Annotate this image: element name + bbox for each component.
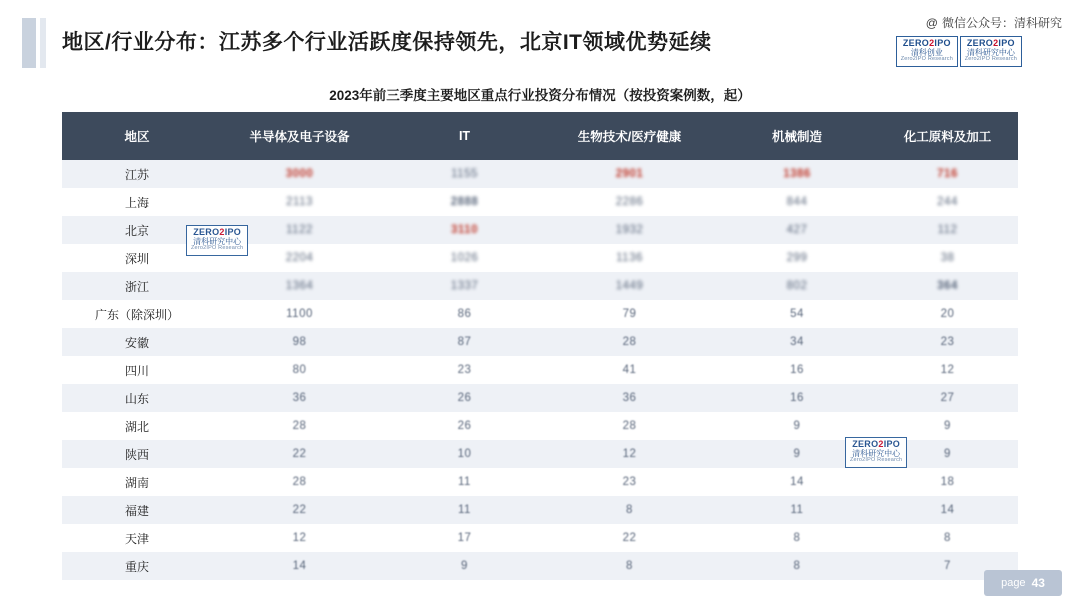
cell-semiconductor: 1100 xyxy=(212,300,387,328)
logo-line3-en: Zero2IPO Research xyxy=(850,457,903,463)
cell-machinery: 9 xyxy=(717,440,877,468)
cell-machinery: 16 xyxy=(717,384,877,412)
table-row xyxy=(62,552,1018,580)
cell-it: 11 xyxy=(387,496,542,524)
page-number-badge xyxy=(984,570,1062,596)
cell-chemicals: 38 xyxy=(877,244,1018,272)
cell-chemicals: 12 xyxy=(877,356,1018,384)
cell-chemicals: 716 xyxy=(877,160,1018,188)
cell-semiconductor: 36 xyxy=(212,384,387,412)
cell-biotech: 2286 xyxy=(542,188,717,216)
table-row xyxy=(62,160,1018,188)
cell-region: 广东（除深圳） xyxy=(62,300,212,328)
cell-region: 天津 xyxy=(62,524,212,552)
cell-biotech: 12 xyxy=(542,440,717,468)
table-row xyxy=(62,496,1018,524)
logo-zero2ipo-research xyxy=(960,36,1022,67)
cell-machinery: 8 xyxy=(717,524,877,552)
cell-it: 1155 xyxy=(387,160,542,188)
logo-line1-dot: 2 xyxy=(878,439,884,449)
logo-line2-cn: 清科创业 xyxy=(910,48,943,57)
logo-line3-en: Zero2IPO Research xyxy=(964,56,1017,62)
cell-semiconductor: 2204 xyxy=(212,244,387,272)
logo-line2-cn: 清科研究中心 xyxy=(852,449,901,458)
page-number: 43 xyxy=(1031,576,1045,590)
logo-line1-dot: 2 xyxy=(993,38,999,48)
chart-title: 2023年前三季度主要地区重点行业投资分布情况（按投资案例数，起） xyxy=(329,88,751,103)
cell-region: 四川 xyxy=(62,356,212,384)
cell-it: 86 xyxy=(387,300,542,328)
wechat-credit-text: 微信公众号：清科研究 xyxy=(941,16,1062,30)
title-accent-bar xyxy=(22,18,36,68)
distribution-table xyxy=(62,112,1018,580)
logo-line2-cn: 清科研究中心 xyxy=(966,48,1015,57)
table-header-row xyxy=(62,112,1018,160)
cell-biotech: 8 xyxy=(542,496,717,524)
cell-chemicals: 23 xyxy=(877,328,1018,356)
cell-biotech: 79 xyxy=(542,300,717,328)
cell-it: 2888 xyxy=(387,188,542,216)
page-title: 地区/行业分布：江苏多个行业活跃度保持领先，北京IT领域优势延续 xyxy=(62,31,712,54)
cell-machinery: 299 xyxy=(717,244,877,272)
column-header-it: IT xyxy=(387,112,542,160)
logo-line1-pre: ZERO xyxy=(966,38,994,48)
cell-it: 9 xyxy=(387,552,542,580)
cell-biotech: 1449 xyxy=(542,272,717,300)
logo-line1-dot: 2 xyxy=(219,227,225,237)
cell-it: 10 xyxy=(387,440,542,468)
cell-it: 26 xyxy=(387,384,542,412)
cell-it: 3110 xyxy=(387,216,542,244)
cell-biotech: 28 xyxy=(542,328,717,356)
at-icon: @ xyxy=(925,15,938,30)
cell-biotech: 8 xyxy=(542,552,717,580)
cell-it: 23 xyxy=(387,356,542,384)
cell-semiconductor: 2113 xyxy=(212,188,387,216)
table-row xyxy=(62,300,1018,328)
logo-line2-cn: 清科研究中心 xyxy=(193,237,242,246)
cell-region: 北京 xyxy=(62,216,212,244)
logo-zero2ipo-venture xyxy=(896,36,958,67)
cell-region: 深圳 xyxy=(62,244,212,272)
logo-line1-pre: ZERO xyxy=(852,439,879,449)
table-header xyxy=(62,112,1018,160)
cell-machinery: 844 xyxy=(717,188,877,216)
cell-region: 福建 xyxy=(62,496,212,524)
cell-machinery: 1386 xyxy=(717,160,877,188)
table-body xyxy=(62,160,1018,580)
watermark-logo-right xyxy=(845,437,907,468)
cell-chemicals: 20 xyxy=(877,300,1018,328)
cell-chemicals: 244 xyxy=(877,188,1018,216)
cell-biotech: 1136 xyxy=(542,244,717,272)
cell-region: 上海 xyxy=(62,188,212,216)
cell-semiconductor: 22 xyxy=(212,440,387,468)
cell-machinery: 16 xyxy=(717,356,877,384)
cell-machinery: 54 xyxy=(717,300,877,328)
cell-region: 安徽 xyxy=(62,328,212,356)
table-row xyxy=(62,412,1018,440)
cell-chemicals: 9 xyxy=(877,412,1018,440)
logo-line1-pre: ZERO xyxy=(193,227,220,237)
cell-chemicals: 8 xyxy=(877,524,1018,552)
cell-machinery: 34 xyxy=(717,328,877,356)
cell-it: 17 xyxy=(387,524,542,552)
cell-machinery: 11 xyxy=(717,496,877,524)
cell-biotech: 22 xyxy=(542,524,717,552)
logo-line1-post: IPO xyxy=(998,38,1015,48)
table-row xyxy=(62,356,1018,384)
cell-region: 陕西 xyxy=(62,440,212,468)
cell-biotech: 2901 xyxy=(542,160,717,188)
cell-chemicals: 9 xyxy=(877,440,1018,468)
cell-it: 11 xyxy=(387,468,542,496)
cell-semiconductor: 28 xyxy=(212,468,387,496)
cell-chemicals: 364 xyxy=(877,272,1018,300)
cell-chemicals: 18 xyxy=(877,468,1018,496)
cell-region: 江苏 xyxy=(62,160,212,188)
table-row xyxy=(62,188,1018,216)
cell-biotech: 41 xyxy=(542,356,717,384)
cell-semiconductor: 1364 xyxy=(212,272,387,300)
logo-line1-dot: 2 xyxy=(929,38,935,48)
cell-semiconductor: 1122 xyxy=(212,216,387,244)
cell-machinery: 802 xyxy=(717,272,877,300)
column-header-semiconductor: 半导体及电子设备 xyxy=(212,112,387,160)
cell-biotech: 1932 xyxy=(542,216,717,244)
logo-line1-post: IPO xyxy=(934,38,951,48)
cell-it: 87 xyxy=(387,328,542,356)
column-header-machinery: 机械制造 xyxy=(717,112,877,160)
table-row xyxy=(62,328,1018,356)
watermark-logo-left xyxy=(186,225,248,256)
cell-semiconductor: 80 xyxy=(212,356,387,384)
column-header-biotech: 生物技术/医疗健康 xyxy=(542,112,717,160)
logo-line1-post: IPO xyxy=(883,439,901,449)
logo-line3-en: Zero2IPO Research xyxy=(900,56,953,62)
column-header-chemicals: 化工原料及加工 xyxy=(877,112,1018,160)
title-accent-bar-secondary xyxy=(40,18,46,68)
cell-region: 湖南 xyxy=(62,468,212,496)
cell-chemicals: 27 xyxy=(877,384,1018,412)
cell-chemicals: 7 xyxy=(877,552,1018,580)
logo-line1-post: IPO xyxy=(224,227,242,237)
cell-machinery: 9 xyxy=(717,412,877,440)
cell-semiconductor: 12 xyxy=(212,524,387,552)
cell-chemicals: 112 xyxy=(877,216,1018,244)
distribution-table-container xyxy=(62,112,1018,580)
cell-machinery: 8 xyxy=(717,552,877,580)
cell-machinery: 14 xyxy=(717,468,877,496)
cell-machinery: 427 xyxy=(717,216,877,244)
cell-biotech: 23 xyxy=(542,468,717,496)
wechat-credit xyxy=(926,14,1062,31)
table-row xyxy=(62,384,1018,412)
cell-semiconductor: 98 xyxy=(212,328,387,356)
cell-biotech: 36 xyxy=(542,384,717,412)
logo-line1-pre: ZERO xyxy=(902,38,930,48)
page-label: page xyxy=(1001,577,1026,589)
cell-semiconductor: 28 xyxy=(212,412,387,440)
cell-chemicals: 14 xyxy=(877,496,1018,524)
logo-line3-en: Zero2IPO Research xyxy=(191,245,244,251)
cell-region: 湖北 xyxy=(62,412,212,440)
cell-it: 1337 xyxy=(387,272,542,300)
cell-it: 1026 xyxy=(387,244,542,272)
cell-semiconductor: 14 xyxy=(212,552,387,580)
cell-semiconductor: 22 xyxy=(212,496,387,524)
column-header-region: 地区 xyxy=(62,112,212,160)
cell-region: 山东 xyxy=(62,384,212,412)
cell-biotech: 28 xyxy=(542,412,717,440)
table-row xyxy=(62,524,1018,552)
cell-semiconductor: 3000 xyxy=(212,160,387,188)
cell-region: 浙江 xyxy=(62,272,212,300)
cell-region: 重庆 xyxy=(62,552,212,580)
cell-it: 26 xyxy=(387,412,542,440)
table-row xyxy=(62,468,1018,496)
table-row xyxy=(62,272,1018,300)
